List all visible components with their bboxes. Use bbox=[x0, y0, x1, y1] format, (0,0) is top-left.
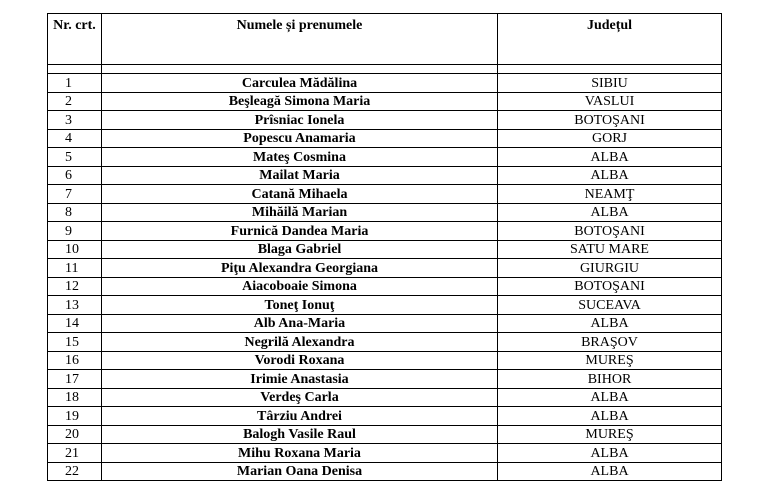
table-row bbox=[48, 277, 722, 296]
person-name-cell: Mihăilă Marian bbox=[102, 203, 498, 222]
person-name-cell: Alb Ana-Maria bbox=[102, 314, 498, 333]
table-row bbox=[48, 222, 722, 241]
row-number-cell: 10 bbox=[48, 240, 102, 259]
header-county: Județul bbox=[498, 14, 722, 65]
person-name-cell: Aiacoboaie Simona bbox=[102, 277, 498, 296]
row-number-cell: 17 bbox=[48, 370, 102, 389]
table-header bbox=[48, 14, 722, 65]
row-number-cell: 7 bbox=[48, 185, 102, 204]
person-name-cell: Verdeş Carla bbox=[102, 388, 498, 407]
table-row bbox=[48, 92, 722, 111]
table-row bbox=[48, 462, 722, 481]
table-row bbox=[48, 203, 722, 222]
county-cell: GIURGIU bbox=[498, 259, 722, 278]
person-name-cell: Mailat Maria bbox=[102, 166, 498, 185]
person-name-cell: Mihu Roxana Maria bbox=[102, 444, 498, 463]
table-row bbox=[48, 314, 722, 333]
county-cell: BOTOŞANI bbox=[498, 111, 722, 130]
spacer-cell bbox=[102, 65, 498, 74]
person-name-cell: Toneţ Ionuţ bbox=[102, 296, 498, 315]
row-number-cell: 13 bbox=[48, 296, 102, 315]
person-name-cell: Balogh Vasile Raul bbox=[102, 425, 498, 444]
spacer-cell bbox=[498, 65, 722, 74]
county-cell: SATU MARE bbox=[498, 240, 722, 259]
county-cell: ALBA bbox=[498, 203, 722, 222]
table-row bbox=[48, 185, 722, 204]
spacer-row bbox=[48, 65, 722, 74]
county-cell: VASLUI bbox=[498, 92, 722, 111]
county-cell: BIHOR bbox=[498, 370, 722, 389]
row-number-cell: 18 bbox=[48, 388, 102, 407]
spacer-cell bbox=[48, 65, 102, 74]
row-number-cell: 1 bbox=[48, 74, 102, 93]
county-cell: ALBA bbox=[498, 166, 722, 185]
table-row bbox=[48, 444, 722, 463]
table-row bbox=[48, 388, 722, 407]
person-name-cell: Blaga Gabriel bbox=[102, 240, 498, 259]
table-row bbox=[48, 333, 722, 352]
row-number-cell: 12 bbox=[48, 277, 102, 296]
county-cell: BOTOŞANI bbox=[498, 222, 722, 241]
row-number-cell: 15 bbox=[48, 333, 102, 352]
person-name-cell: Mateş Cosmina bbox=[102, 148, 498, 167]
county-cell: GORJ bbox=[498, 129, 722, 148]
county-cell: BRAŞOV bbox=[498, 333, 722, 352]
county-cell: NEAMŢ bbox=[498, 185, 722, 204]
table-row bbox=[48, 148, 722, 167]
row-number-cell: 20 bbox=[48, 425, 102, 444]
row-number-cell: 14 bbox=[48, 314, 102, 333]
person-name-cell: Carculea Mădălina bbox=[102, 74, 498, 93]
row-number-cell: 5 bbox=[48, 148, 102, 167]
row-number-cell: 8 bbox=[48, 203, 102, 222]
header-name: Numele și prenumele bbox=[102, 14, 498, 65]
table-row bbox=[48, 240, 722, 259]
person-name-cell: Marian Oana Denisa bbox=[102, 462, 498, 481]
person-name-cell: Piţu Alexandra Georgiana bbox=[102, 259, 498, 278]
county-cell: SUCEAVA bbox=[498, 296, 722, 315]
county-cell: ALBA bbox=[498, 148, 722, 167]
row-number-cell: 21 bbox=[48, 444, 102, 463]
row-number-cell: 3 bbox=[48, 111, 102, 130]
table-body bbox=[48, 65, 722, 481]
person-name-cell: Irimie Anastasia bbox=[102, 370, 498, 389]
table-row bbox=[48, 296, 722, 315]
roster-table bbox=[47, 13, 722, 481]
county-cell: BOTOŞANI bbox=[498, 277, 722, 296]
row-number-cell: 22 bbox=[48, 462, 102, 481]
table-row bbox=[48, 351, 722, 370]
county-cell: MUREŞ bbox=[498, 351, 722, 370]
person-name-cell: Furnică Dandea Maria bbox=[102, 222, 498, 241]
person-name-cell: Vorodi Roxana bbox=[102, 351, 498, 370]
row-number-cell: 16 bbox=[48, 351, 102, 370]
person-name-cell: Beşleagă Simona Maria bbox=[102, 92, 498, 111]
person-name-cell: Negrilă Alexandra bbox=[102, 333, 498, 352]
county-cell: SIBIU bbox=[498, 74, 722, 93]
person-name-cell: Târziu Andrei bbox=[102, 407, 498, 426]
row-number-cell: 19 bbox=[48, 407, 102, 426]
header-row bbox=[48, 14, 722, 65]
person-name-cell: Popescu Anamaria bbox=[102, 129, 498, 148]
person-name-cell: Prîsniac Ionela bbox=[102, 111, 498, 130]
table-row bbox=[48, 407, 722, 426]
table-row bbox=[48, 111, 722, 130]
row-number-cell: 4 bbox=[48, 129, 102, 148]
person-name-cell: Catană Mihaela bbox=[102, 185, 498, 204]
header-nr-crt: Nr. crt. bbox=[48, 14, 102, 65]
county-cell: MUREŞ bbox=[498, 425, 722, 444]
table-row bbox=[48, 129, 722, 148]
county-cell: ALBA bbox=[498, 388, 722, 407]
row-number-cell: 9 bbox=[48, 222, 102, 241]
county-cell: ALBA bbox=[498, 314, 722, 333]
county-cell: ALBA bbox=[498, 407, 722, 426]
row-number-cell: 11 bbox=[48, 259, 102, 278]
table-row bbox=[48, 425, 722, 444]
row-number-cell: 6 bbox=[48, 166, 102, 185]
table-row bbox=[48, 166, 722, 185]
table-row bbox=[48, 74, 722, 93]
county-cell: ALBA bbox=[498, 444, 722, 463]
county-cell: ALBA bbox=[498, 462, 722, 481]
row-number-cell: 2 bbox=[48, 92, 102, 111]
table-row bbox=[48, 259, 722, 278]
table-row bbox=[48, 370, 722, 389]
